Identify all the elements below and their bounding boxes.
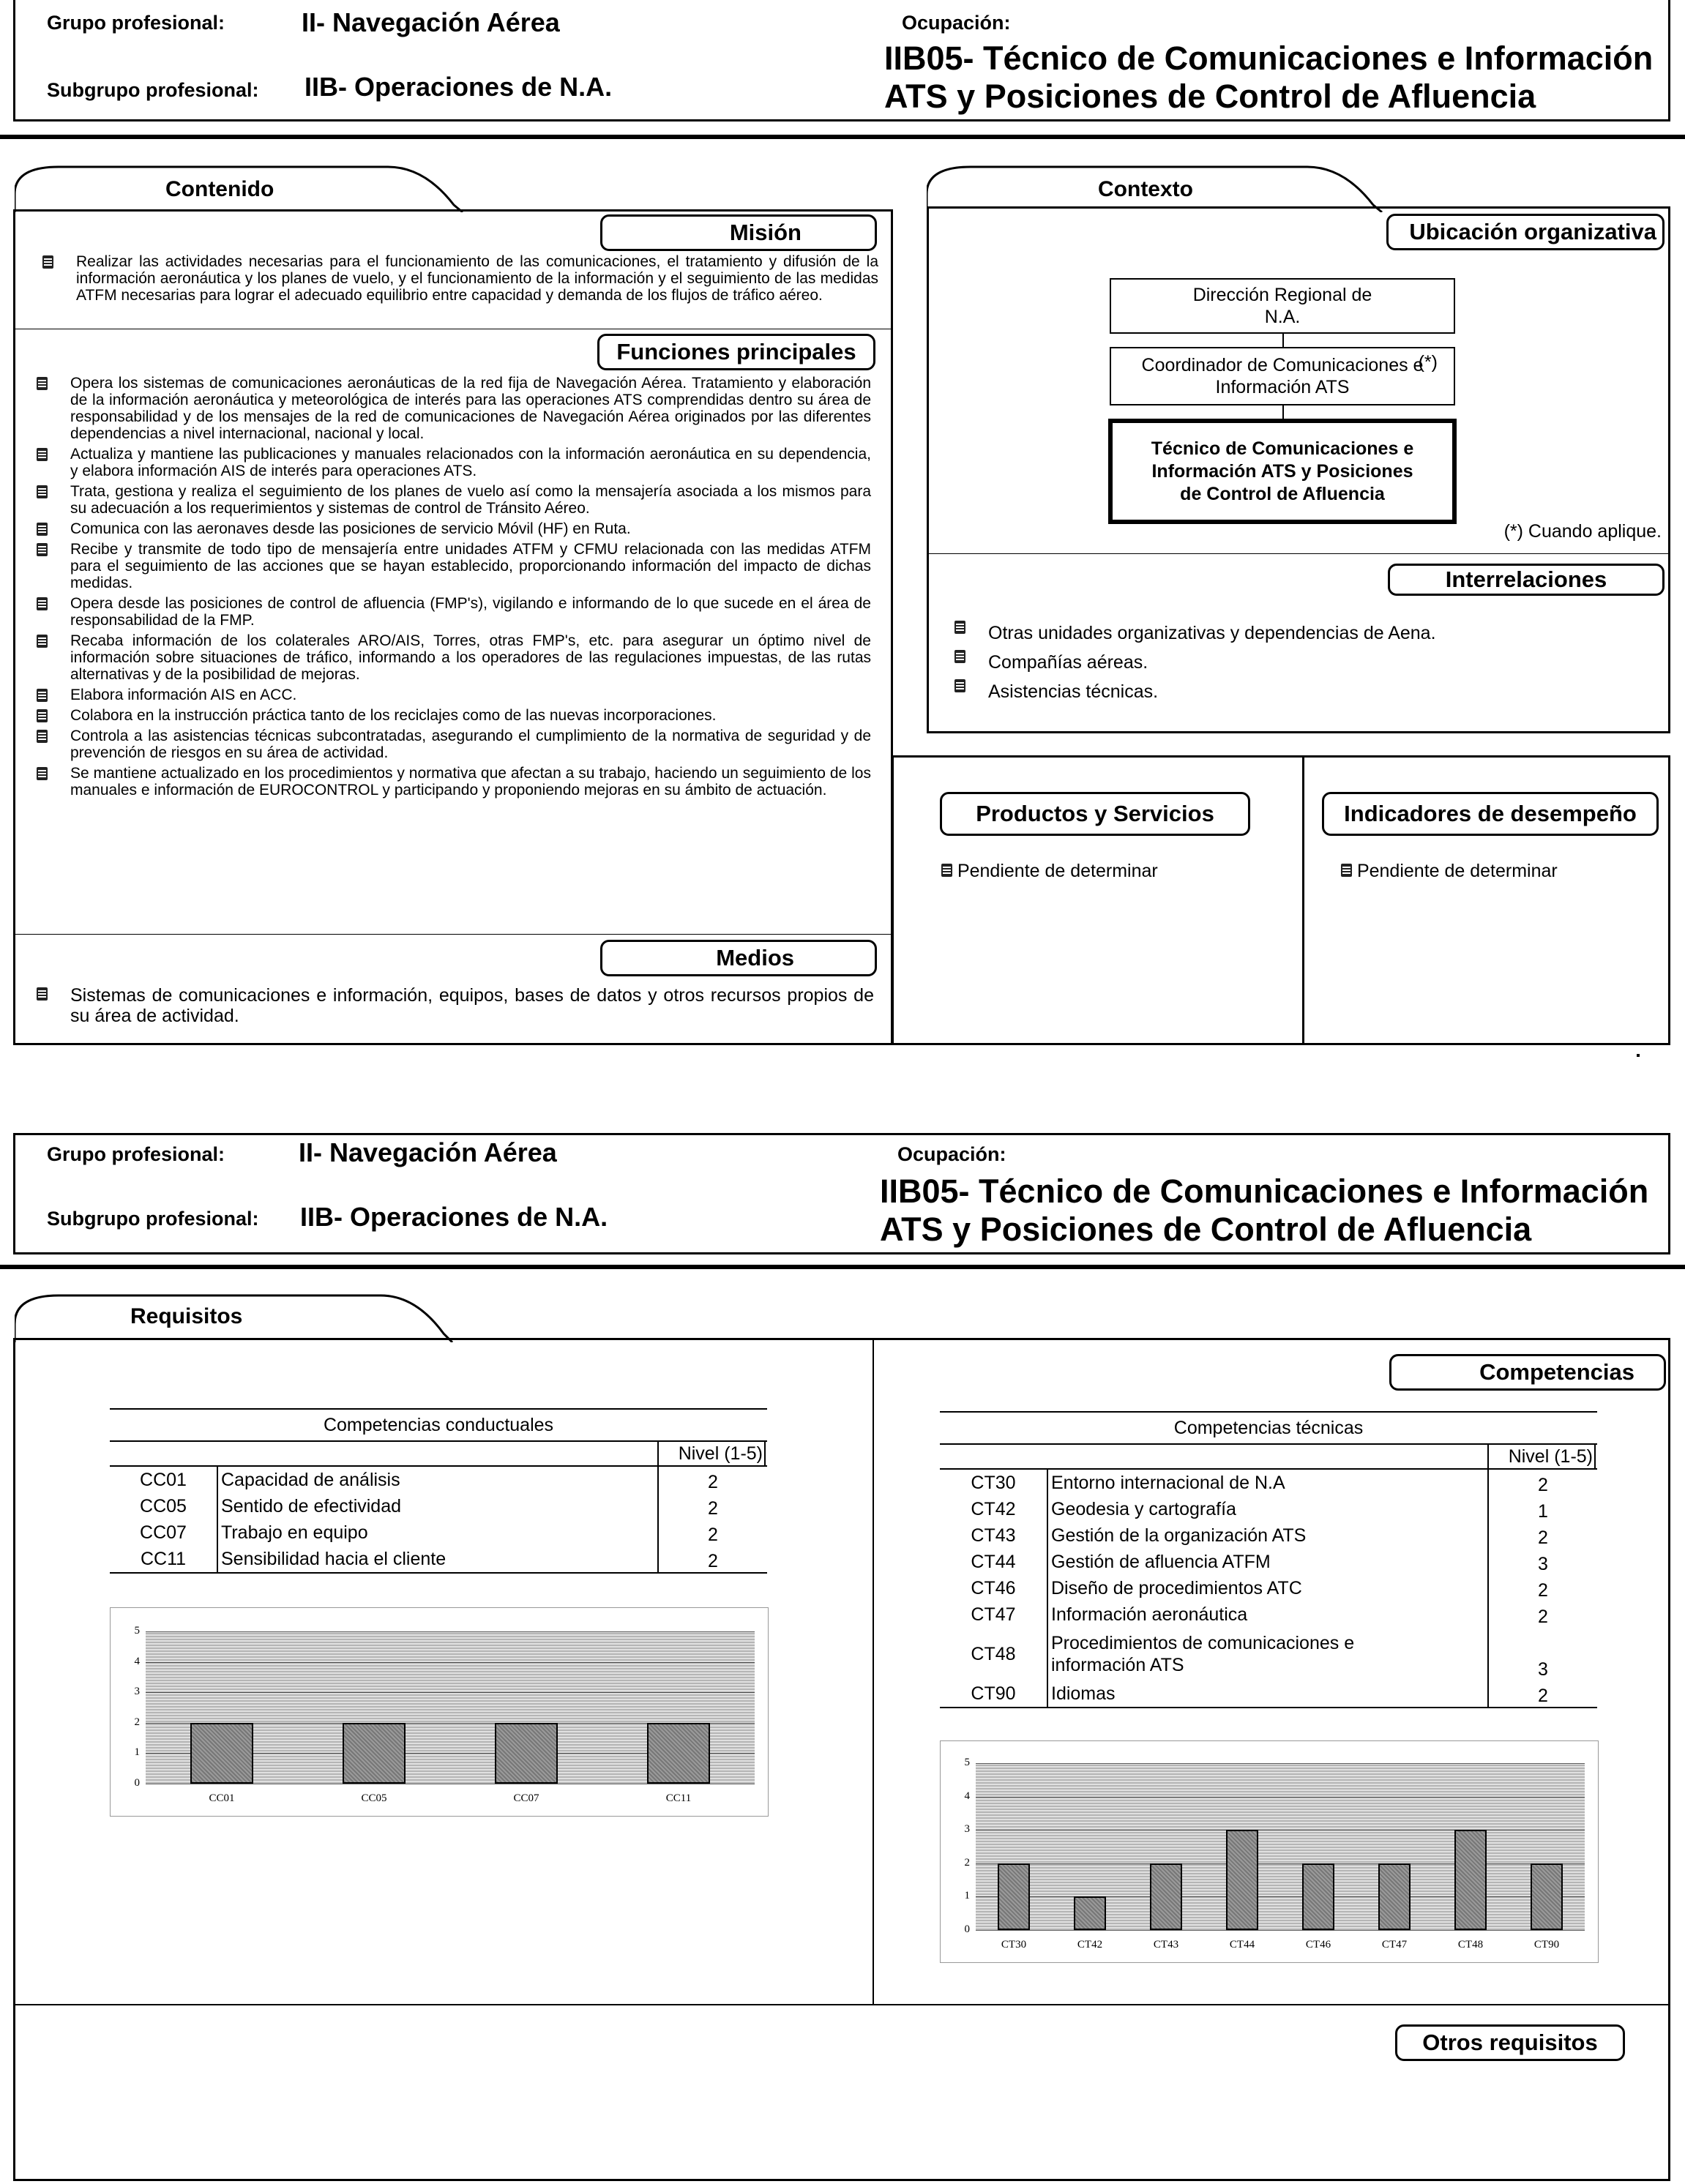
interrelacion-item [938, 677, 1656, 706]
conductuales-chart [110, 1607, 769, 1817]
medios-title: Medios [600, 940, 877, 976]
funciones-title: Funciones principales [597, 334, 875, 370]
table-row [940, 1628, 1597, 1680]
competency-name: Diseño de procedimientos ATC [1047, 1575, 1488, 1601]
lower-right-divider [1302, 755, 1304, 1045]
org-note: (*) Cuando aplique. [1503, 521, 1662, 542]
competency-level: 2 [1538, 1475, 1548, 1495]
competency-code: CT48 [971, 1643, 1016, 1664]
competency-code: CT46 [971, 1577, 1016, 1598]
chart-bar [1226, 1830, 1258, 1930]
org-coordinador-text: Coordinador de Comunicaciones e Información ATS [1141, 355, 1424, 397]
table-row [110, 1519, 767, 1546]
conductuales-nivel-header: Nivel (1-5) [657, 1442, 766, 1465]
competency-code: CT42 [971, 1498, 1016, 1519]
org-box-tecnico: Técnico de Comunicaciones e Información ATS y Posiciones de Control de Afluencia [1108, 419, 1457, 524]
x-tick-label: CT30 [1001, 1939, 1027, 1951]
competency-name: Gestión de afluencia ATFM [1047, 1549, 1488, 1575]
competency-code: CT44 [971, 1551, 1016, 1572]
funcion-item-text: Recibe y transmite de todo tipo de mensajería entre unidades ATFM y CFMU relacionada con las medidas ATFM para el seguimiento de las acciones que se hayan establecido, proporcionando información del impacto de dichas medidas. [70, 541, 871, 591]
competency-code: CT47 [971, 1604, 1016, 1625]
document-bullet-icon [954, 621, 965, 634]
subgrupo-value: IIB- Operaciones de N.A. [305, 72, 613, 102]
funcion-item-text: Se mantiene actualizado en los procedimientos y normativa que afectan a su trabajo, haciendo un seguimiento de los manuales e información de EUROCONTROL y participando y proponiendo mejoras en su ámbito de actuación. [70, 765, 871, 799]
conductuales-table [110, 1465, 767, 1574]
competency-name: Procedimientos de comunicaciones e información ATS [1047, 1628, 1488, 1680]
interrelaciones-section [938, 618, 1656, 706]
y-tick-label: 3 [964, 1823, 970, 1836]
competency-code: CC01 [140, 1469, 187, 1490]
small-dot [1637, 1054, 1640, 1057]
gridline [976, 1763, 1585, 1764]
funcion-item [20, 520, 871, 537]
interrelacion-item [938, 618, 1656, 648]
document-bullet-icon [37, 543, 48, 556]
interrelacion-item-text: Asistencias técnicas. [988, 681, 1159, 702]
y-tick-label: 5 [134, 1625, 140, 1637]
tecnicas-table [940, 1468, 1597, 1708]
competency-name: Capacidad de análisis [217, 1466, 658, 1493]
medios-text: Sistemas de comunicaciones e información, equipos, bases de datos y otros recursos propios de su área de actividad. [70, 985, 874, 1026]
table-row [110, 1493, 767, 1519]
funcion-item [20, 595, 871, 629]
funcion-item [20, 632, 871, 683]
gridline [146, 1692, 755, 1693]
document-bullet-icon [37, 730, 48, 743]
funcion-item-text: Comunica con las aeronaves desde las posiciones de servicio Móvil (HF) en Ruta. [70, 520, 631, 537]
x-tick-label: CT43 [1153, 1939, 1179, 1951]
funcion-item-text: Opera desde las posiciones de control de afluencia (FMP's), vigilando e informando de lo que sucede en el área de responsabilidad de la FMP. [70, 595, 871, 629]
funcion-item-text: Actualiza y mantiene las publicaciones y manuales relacionados con la información aeronáutica en su dependencia, y elabora información AIS de interés para operaciones ATS. [70, 446, 871, 479]
subgrupo-label: Subgrupo profesional: [47, 79, 259, 101]
contexto-divider [927, 553, 1670, 554]
ocupacion-line1-2: IIB05- Técnico de Comunicaciones e Información [880, 1173, 1649, 1210]
table-row [940, 1549, 1597, 1575]
document-bullet-icon [37, 689, 48, 702]
table-row [940, 1522, 1597, 1549]
subgrupo-label-2: Subgrupo profesional: [47, 1208, 259, 1230]
productos-title: Productos y Servicios [940, 792, 1250, 836]
y-tick-label: 0 [134, 1777, 140, 1789]
table-row [940, 1469, 1597, 1496]
ocupacion-label: Ocupación: [902, 12, 1011, 34]
requisitos-tab-label: Requisitos [130, 1304, 243, 1328]
funcion-item-text: Opera los sistemas de comunicaciones aeronáuticas de la red fija de Navegación Aérea. Tratamiento y elaboración de la información aeronáutica y meteorológica de interés para las operaciones ATS comprendidas dentro su área de responsabilidad y de los mensajes de la red de comunicaciones de Navegación Aérea originados por las diferentes dependencias a nivel internacional, nacional y local. [70, 375, 871, 442]
gridline [146, 1662, 755, 1663]
interrelacion-item [938, 648, 1656, 677]
y-tick-label: 1 [964, 1890, 970, 1902]
competency-name: Trabajo en equipo [217, 1519, 658, 1546]
funcion-item [20, 541, 871, 591]
competency-level: 2 [708, 1551, 718, 1571]
requisitos-hdivider [13, 2004, 1670, 2005]
y-tick-label: 4 [134, 1655, 140, 1667]
chart-bar [1302, 1863, 1334, 1930]
competency-code: CC11 [140, 1548, 187, 1569]
mision-section [26, 253, 878, 304]
contenido-divider-2 [13, 934, 893, 935]
document-bullet-icon [941, 864, 952, 877]
document-bullet-icon [1341, 864, 1352, 877]
competency-level: 2 [1538, 1607, 1548, 1627]
competency-name: Geodesia y cartografía [1047, 1496, 1488, 1522]
competency-level: 3 [1538, 1554, 1548, 1574]
ocupacion-line1: IIB05- Técnico de Comunicaciones e Información [884, 40, 1654, 77]
chart-bar [647, 1723, 710, 1784]
x-tick-label: CC05 [361, 1792, 387, 1804]
org-coordinador-mark: (*) [1418, 352, 1438, 373]
conductuales-table-wrap [110, 1408, 767, 1574]
funcion-item [20, 765, 871, 799]
y-tick-label: 4 [964, 1790, 970, 1802]
org-box-coordinador [1110, 347, 1455, 405]
gridline [976, 1930, 1585, 1931]
document-bullet-icon [37, 987, 48, 1001]
ubicacion-title: Ubicación organizativa [1386, 214, 1665, 250]
chart-bar [1074, 1896, 1106, 1930]
competency-code: CT30 [971, 1472, 1016, 1493]
document-bullet-icon [42, 255, 53, 269]
chart-bar [1150, 1863, 1182, 1930]
table-row [940, 1680, 1597, 1708]
table-row [940, 1496, 1597, 1522]
funcion-item [20, 446, 871, 479]
indicadores-text: Pendiente de determinar [1356, 861, 1558, 881]
funcion-item-text: Controla a las asistencias técnicas subcontratadas, asegurando el cumplimiento de la normativa de seguridad y de prevención de riesgos en su área de actividad. [70, 728, 871, 761]
competency-name: Idiomas [1047, 1680, 1488, 1708]
grupo-label: Grupo profesional: [47, 12, 225, 34]
tecnicas-table-wrap [940, 1411, 1597, 1708]
funcion-item [20, 687, 871, 703]
document-bullet-icon [954, 650, 965, 663]
chart-bar [1378, 1863, 1411, 1930]
y-tick-label: 2 [964, 1856, 970, 1869]
chart-bar [190, 1723, 253, 1784]
indicadores-title: Indicadores de desempeño [1322, 792, 1659, 836]
mision-text: Realizar las actividades necesarias para el funcionamiento de las comunicaciones, el tratamiento y difusión de la información aeronáutica y los planes de vuelo, y el funcionamiento de la información y el seguimiento de las medidas ATFM necesarias para lograr el adecuado equilibrio entre capacidad y demanda de los flujos de tráfico aéreo. [76, 253, 878, 304]
competency-code: CC07 [140, 1522, 187, 1543]
funcion-item [20, 728, 871, 761]
competency-name: Entorno internacional de N.A [1047, 1469, 1488, 1496]
mision-title: Misión [600, 214, 877, 251]
document-bullet-icon [37, 377, 48, 390]
chart-bar [1454, 1830, 1487, 1930]
medios-item [20, 985, 874, 1026]
x-tick-label: CT47 [1381, 1939, 1408, 1951]
tecnicas-nivel-header: Nivel (1-5) [1487, 1445, 1596, 1468]
interrelaciones-title: Interrelaciones [1388, 564, 1665, 596]
competency-code: CT43 [971, 1525, 1016, 1546]
grupo-value: II- Navegación Aérea [302, 7, 560, 37]
y-tick-label: 1 [134, 1746, 140, 1759]
grupo-label-2: Grupo profesional: [47, 1143, 225, 1165]
competency-level: 2 [1538, 1580, 1548, 1601]
funcion-item-text: Elabora información AIS en ACC. [70, 687, 297, 703]
indicadores-item [1341, 861, 1558, 881]
competency-level: 1 [1538, 1501, 1548, 1522]
x-tick-label: CT44 [1229, 1939, 1255, 1951]
y-tick-label: 5 [964, 1757, 970, 1768]
competency-name: Información aeronáutica [1047, 1601, 1488, 1628]
mision-item [26, 253, 878, 304]
x-tick-label: CT42 [1077, 1939, 1103, 1951]
x-tick-label: CC11 [665, 1792, 692, 1804]
tecnicas-chart [940, 1740, 1599, 1963]
chart-bar [1531, 1863, 1563, 1930]
competency-level: 2 [1538, 1527, 1548, 1548]
competencias-title: Competencias [1389, 1354, 1666, 1391]
table-row [110, 1546, 767, 1573]
chart-bar [495, 1723, 558, 1784]
chart-bar [343, 1723, 406, 1784]
document-bullet-icon [954, 679, 965, 692]
x-tick-label: CT90 [1533, 1939, 1560, 1951]
conductuales-table-title: Competencias conductuales [110, 1408, 767, 1442]
header-rule [0, 135, 1685, 139]
tecnicas-table-title: Competencias técnicas [940, 1411, 1597, 1445]
table-row [110, 1466, 767, 1493]
competency-level: 2 [708, 1525, 718, 1545]
document-bullet-icon [37, 635, 48, 648]
document-bullet-icon [37, 767, 48, 780]
chart-bar [998, 1863, 1030, 1930]
chart-plot-area [976, 1763, 1585, 1930]
org-connector-1 [1282, 334, 1284, 347]
document-bullet-icon [37, 448, 48, 461]
competency-code: CT90 [971, 1683, 1016, 1704]
gridline [976, 1896, 1585, 1897]
interrelacion-item-text: Compañías aéreas. [988, 652, 1148, 673]
competency-name: Gestión de la organización ATS [1047, 1522, 1488, 1549]
ocupacion-label-2: Ocupación: [897, 1143, 1006, 1165]
contexto-tab-label: Contexto [1098, 177, 1193, 201]
funcion-item [20, 483, 871, 517]
funcion-item-text: Colabora en la instrucción práctica tanto de los reciclajes como de las nuevas incorporaciones. [70, 707, 717, 724]
interrelacion-item-text: Otras unidades organizativas y dependencias de Aena. [988, 623, 1436, 643]
x-tick-label: CT46 [1305, 1939, 1331, 1951]
contenido-tab-label: Contenido [165, 177, 274, 201]
document-bullet-icon [37, 709, 48, 722]
productos-text: Pendiente de determinar [957, 861, 1158, 881]
funcion-item-text: Trata, gestiona y realiza el seguimiento de los planes de vuelo así como la mensajería asociada a los mismos para su adecuación a los requerimientos y sistemas de control de Tránsito Aéreo. [70, 483, 871, 517]
org-box-direccion: Dirección Regional de N.A. [1110, 278, 1455, 334]
x-tick-label: CC01 [209, 1792, 235, 1804]
y-tick-label: 2 [134, 1716, 140, 1728]
requisitos-vdivider [873, 1338, 874, 2004]
funcion-item-text: Recaba información de los colaterales ARO/AIS, Torres, otras FMP's, etc. para asegurar un óptimo nivel de información sobre situaciones de tráfico, informando a los operadores de las regulaciones impuestas, de las rutas alternativas y de la posibilidad de mejoras. [70, 632, 871, 683]
table-row [940, 1575, 1597, 1601]
ocupacion-line2-2: ATS y Posiciones de Control de Afluencia [880, 1211, 1532, 1248]
gridline [976, 1863, 1585, 1864]
document-bullet-icon [37, 523, 48, 536]
header-rule-2 [0, 1265, 1685, 1269]
y-tick-label: 3 [134, 1686, 140, 1698]
competency-level: 2 [1538, 1686, 1548, 1706]
competency-level: 3 [1538, 1659, 1548, 1680]
competency-name: Sentido de efectividad [217, 1493, 658, 1519]
funcion-item [20, 375, 871, 442]
ocupacion-line2: ATS y Posiciones de Control de Afluencia [884, 78, 1536, 115]
competency-level: 2 [708, 1472, 718, 1492]
x-tick-label: CC07 [513, 1792, 539, 1804]
competency-name: Sensibilidad hacia el cliente [217, 1546, 658, 1573]
funcion-item [20, 707, 871, 724]
document-bullet-icon [37, 485, 48, 498]
document-bullet-icon [37, 597, 48, 610]
competency-code: CC05 [140, 1495, 187, 1517]
gridline [146, 1631, 755, 1632]
otros-requisitos-title: Otros requisitos [1395, 2024, 1625, 2061]
x-tick-label: CT48 [1457, 1939, 1484, 1951]
org-connector-2 [1282, 405, 1284, 419]
grupo-value-2: II- Navegación Aérea [299, 1137, 557, 1167]
productos-item [941, 861, 1158, 881]
subgrupo-value-2: IIB- Operaciones de N.A. [300, 1202, 608, 1232]
y-tick-label: 0 [964, 1923, 970, 1935]
competency-level: 2 [708, 1498, 718, 1519]
funciones-section [20, 375, 871, 802]
gridline [976, 1797, 1585, 1798]
medios-section [20, 985, 874, 1026]
table-row [940, 1601, 1597, 1628]
